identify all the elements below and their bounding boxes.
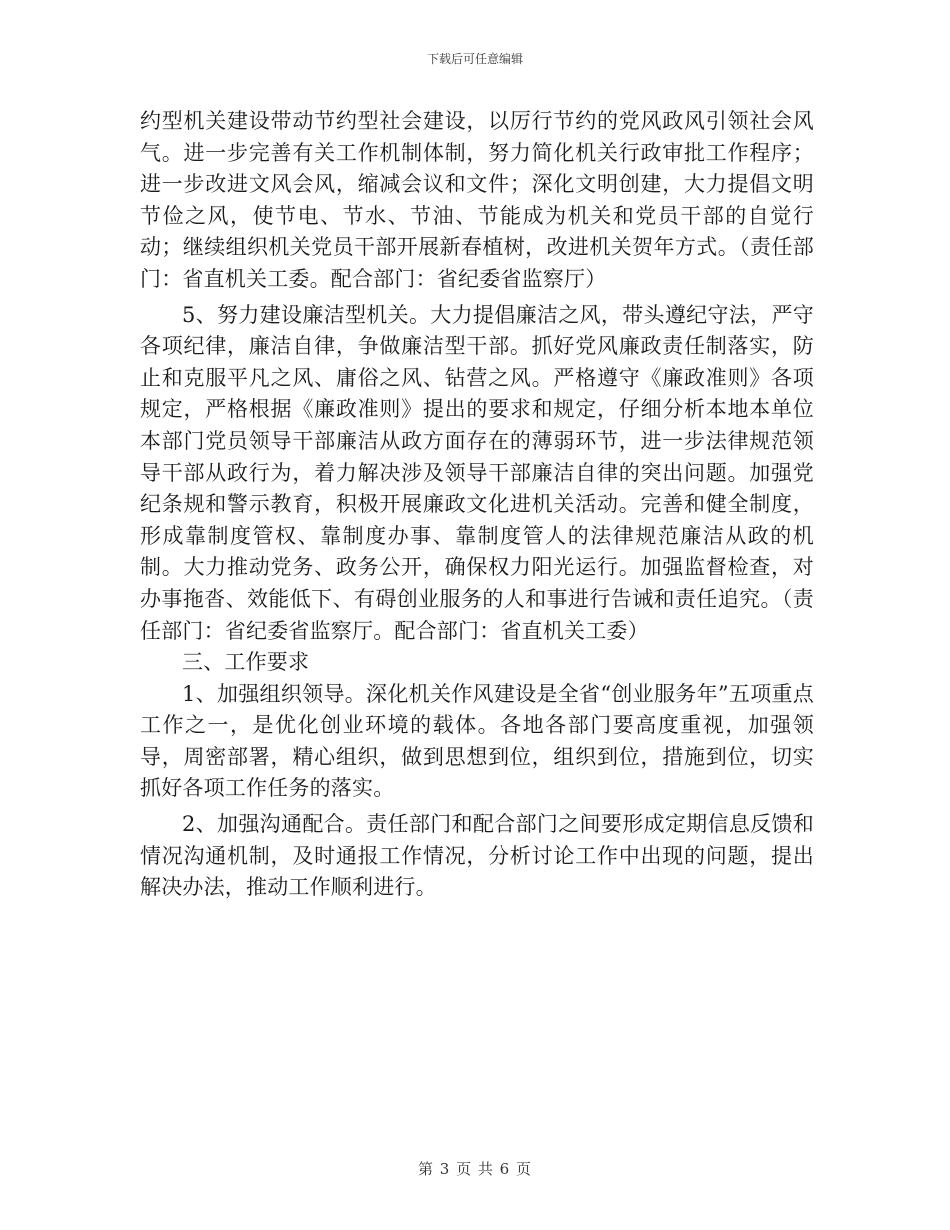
- page-header-note: 下载后可任意编辑: [426, 52, 523, 66]
- paragraph-clean-government: 5、努力建设廉洁型机关。大力提倡廉洁之风，带头遵纪守法，严守各项纪律，廉洁自律，争做廉洁型干部。抓好党风廉政责任制落实，防止和克服平凡之风、庸俗之风、钻营之风。严格遵守《廉政准则》各项规定，严格根据《廉政准则》提出的要求和规定，仔细分析本地本单位本部门党员领导干部廉洁从政方面存在的薄弱环节，进一步法律规范领导干部从政行为，着力解决涉及领导干部廉洁自律的突出问题。加强党纪条规和警示教育，积极开展廉政文化进机关活动。完善和健全制度，形成靠制度管权、靠制度办事、靠制度管人的法律规范廉洁从政的机制。大力推动党务、政务公开，确保权力阳光运行。加强监督检查，对办事拖沓、效能低下、有碍创业服务的人和事进行告诫和责任追究。（责任部门：省纪委省监察厅。配合部门：省直机关工委）: [140, 302, 814, 643]
- document-body: [140, 106, 814, 904]
- section-heading-work-requirements: 三、工作要求: [182, 650, 310, 675]
- page-number-footer: 第 3 页 共 6 页: [418, 1160, 532, 1178]
- paragraph-communication-coordination: 2、加强沟通配合。责任部门和配合部门之间要形成定期信息反馈和情况沟通机制，及时通报工作情况，分析讨论工作中出现的问题，提出解决办法，推动工作顺利进行。: [140, 812, 814, 900]
- paragraph-organization-leadership: 1、加强组织领导。深化机关作风建设是全省“创业服务年”五项重点工作之一，是优化创业环境的载体。各地各部门要高度重视，加强领导，周密部署，精心组织，做到思想到位，组织到位，措施到位，切实抓好各项工作任务的落实。: [140, 681, 814, 801]
- paragraph-economy-continuation: 约型机关建设带动节约型社会建设，以厉行节约的党风政风引领社会风气。进一步完善有关工作机制体制，努力简化机关行政审批工作程序；进一步改进文风会风，缩减会议和文件；深化文明创建，大力提倡文明节俭之风，使节电、节水、节油、节能成为机关和党员干部的自觉行动；继续组织机关党员干部开展新春植树，改进机关贺年方式。（责任部门：省直机关工委。配合部门：省纪委省监察厅）: [140, 109, 814, 291]
